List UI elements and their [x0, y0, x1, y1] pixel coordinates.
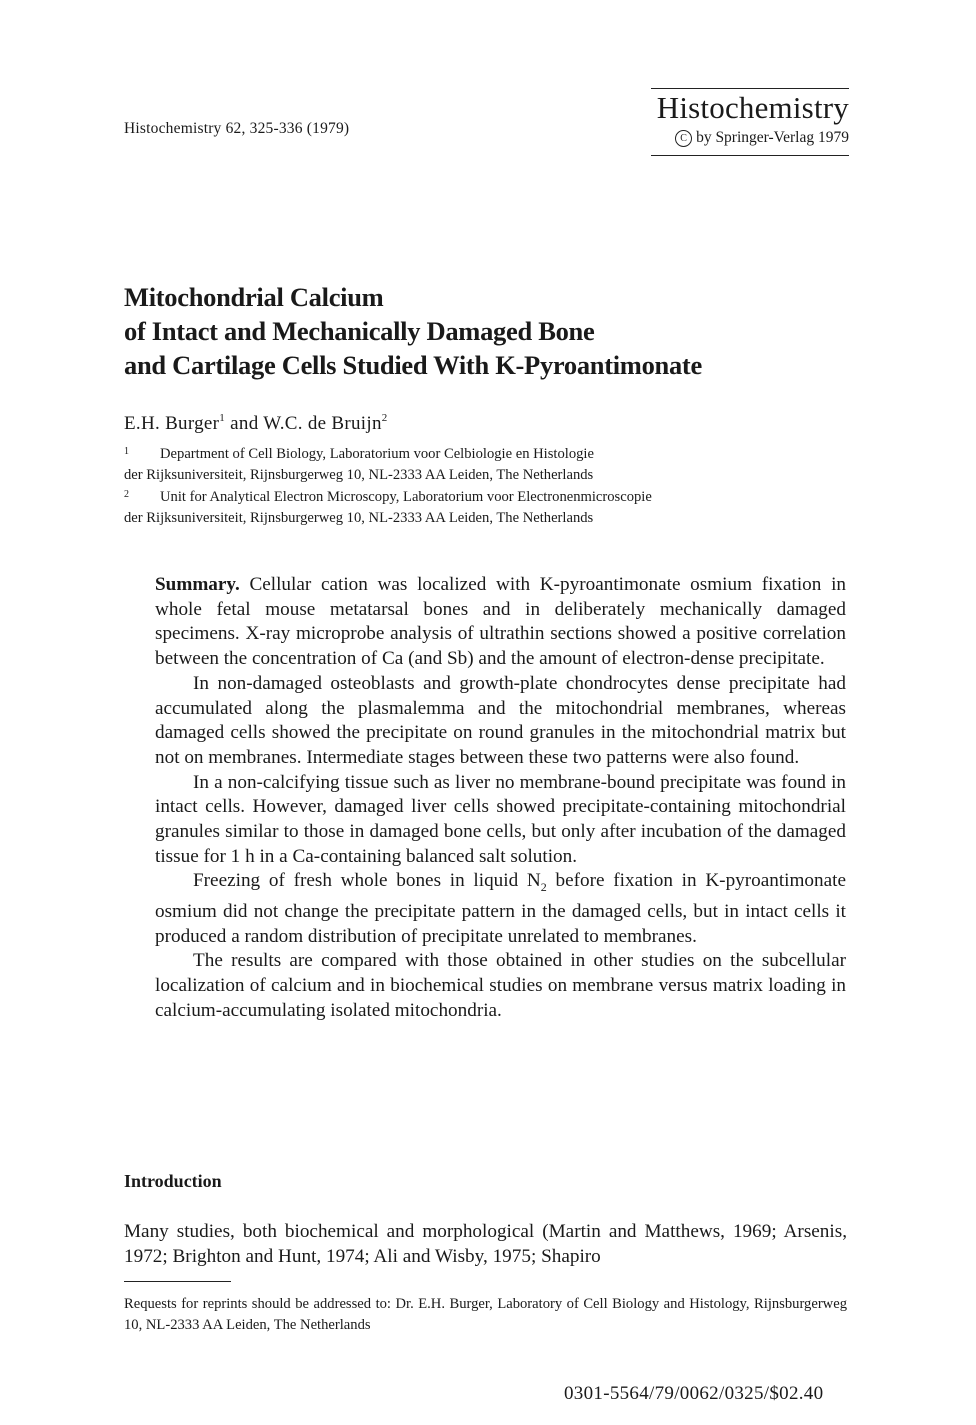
- affiliation-1-line-1: 1 Department of Cell Biology, Laboratorium voor Celbiologie en Histologie: [124, 442, 884, 465]
- publisher: by Springer-Verlag 1979: [696, 129, 849, 146]
- author-2: W.C. de Bruijn: [263, 413, 382, 434]
- affiliation-2-line-1: 2 Unit for Analytical Electron Microscopy, Laboratorium voor Electronenmicroscopie: [124, 485, 884, 508]
- article-code: 0301-5564/79/0062/0325/$02.40: [564, 1383, 824, 1404]
- article-title: [124, 280, 884, 382]
- author-line: [124, 412, 388, 435]
- journal-masthead: [651, 88, 849, 156]
- author-conjunction: and: [225, 413, 264, 434]
- summary-label: Summary.: [155, 574, 240, 595]
- affiliation-2-line-2: der Rijksuniversiteit, Rijnsburgerweg 10, NL-2333 AA Leiden, The Netherlands: [124, 510, 594, 527]
- affiliation-2-mark: 2: [124, 489, 129, 501]
- abstract-paragraph-1: Summary. Cellular cation was localized with K-pyroantimonate osmium fixation in whole fetal mouse metatarsal bones and in deliberately mechanically damaged specimens. X-ray microprobe analysis of ultrathin sections showed a positive correlation between the concentration of Ca (and Sb) and the amount of electron-dense precipitate.: [155, 574, 846, 670]
- abstract-paragraph-2: In non-damaged osteoblasts and growth-plate chondrocytes dense precipitate had accumulated along the plasmalemma and the mitochondrial membranes, whereas damaged cells showed the precipitate on round granules in the mitochondrial matrix but not on membranes. Intermediate stages between these two patterns were also found.: [155, 672, 846, 768]
- title-line-3: and Cartilage Cells Studied With K-Pyroantimonate: [124, 350, 702, 380]
- affiliation-1-mark: 1: [124, 446, 129, 457]
- abstract: [155, 573, 846, 1023]
- abstract-paragraph-3: In a non-calcifying tissue such as liver no membrane-bound precipitate was found in intact cells. However, damaged liver cells showed precipitate-containing mitochondrial granules similar to those in damaged bone cells, but only after incubation of the damaged tissue for 1 h in a Ca-containing balanced salt solution.: [155, 771, 846, 867]
- journal-citation: Histochemistry 62, 325-336 (1979): [124, 120, 350, 137]
- author-2-mark: 2: [381, 412, 388, 424]
- copyright-icon: C: [675, 130, 692, 147]
- copyright-line: [651, 129, 849, 147]
- title-line-1: Mitochondrial Calcium: [124, 282, 384, 312]
- author-1-mark: 1: [219, 412, 226, 424]
- footnote-rule: [124, 1281, 231, 1282]
- author-1: E.H. Burger: [124, 413, 220, 434]
- masthead-bottom-rule: [651, 155, 849, 156]
- affiliation-1-line-2: der Rijksuniversiteit, Rijnsburgerweg 10, NL-2333 AA Leiden, The Netherlands: [124, 466, 594, 483]
- introduction-paragraph: Many studies, both biochemical and morphological (Martin and Matthews, 1969; Arsenis, 1972; Brighton and Hunt, 1974; Ali and Wisby, 1975; Shapiro: [124, 1221, 847, 1267]
- reprint-footnote: Requests for reprints should be addressed to: Dr. E.H. Burger, Laboratory of Cell Biology and Histology, Rijnsburgerweg 10, NL-2333 AA Leiden, The Netherlands: [124, 1296, 847, 1333]
- masthead-top-rule: [651, 88, 849, 89]
- abstract-paragraph-5: The results are compared with those obtained in other studies on the subcellular localization of calcium and in biochemical studies on membrane versus matrix loading in calcium-accumulating isolated mitochondria.: [155, 950, 846, 1021]
- abstract-paragraph-4: Freezing of fresh whole bones in liquid $N_2$ before fixation in K-pyroantimonate osmium did not change the precipitate pattern in the damaged cells, but in intact cells it produced a random distribution of precipitate unrelated to membranes.: [155, 870, 846, 947]
- section-heading-introduction: Introduction: [124, 1171, 222, 1191]
- affiliations: [124, 442, 884, 529]
- journal-name: Histochemistry: [656, 90, 849, 125]
- title-line-2: of Intact and Mechanically Damaged Bone: [124, 316, 595, 346]
